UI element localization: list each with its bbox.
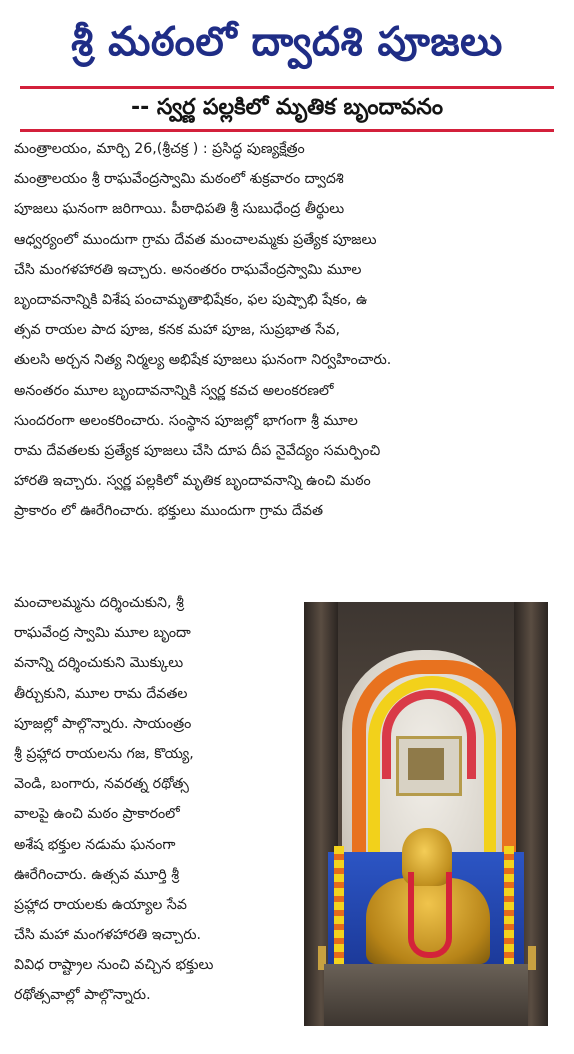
body-line: ప్రాకారం లో ఊరేగించారు. భక్తులు ముందుగా గ్రామ దేవత: [14, 503, 323, 520]
body-line: త్సవ రాయల పాద పూజ, కనక మహా పూజ, సుప్రభాత సేవ,: [14, 322, 341, 339]
body-line: మంచాలమ్మను దర్శించుకుని, శ్రీ: [14, 595, 184, 611]
body-line: పూజల్లో పాల్గొన్నారు. సాయంత్రం: [14, 715, 192, 732]
body-line: తులసి అర్చన నిత్య నిర్మల్య అభిషేక పూజలు ఘనంగా నిర్వహించారు.: [14, 352, 392, 369]
brass-lamp-right: [528, 946, 536, 970]
side-garland-right: [504, 846, 514, 966]
body-line: రథోత్సవాల్లో పాల్గొన్నారు.: [14, 987, 151, 1004]
body-line: మంత్రాలయం, మార్చి 26,(శ్రీచక్ర ) : ప్రసిద్ధ పుణ్యక్షేత్రం: [14, 141, 305, 157]
body-line: హారతి ఇచ్చారు. స్వర్ణ పల్లకిలో మృతిక బృందావనాన్ని ఉంచి మఠం: [14, 473, 371, 490]
body-line: రామ దేవతలకు ప్రత్యేక పూజలు చేసి దూప దీప నైవేద్యం సమర్పించి: [14, 442, 381, 459]
body-line: వివిధ రాష్ట్రాల నుంచి వచ్చిన భక్తులు: [14, 957, 214, 974]
body-line: చేసి మహా మంగళహారతి ఇచ్చారు.: [14, 927, 202, 944]
temple-idol-photo: [304, 602, 548, 1026]
body-line: చేసి మంగళహారతి ఇచ్చారు. అనంతరం రాఘవేంద్రస్వామి మూల: [14, 261, 362, 278]
body-line: శ్రీ ప్రహ్లాద రాయలను గజ, కొయ్య,: [14, 745, 194, 762]
body-line: ఊరేగించారు. ఉత్సవ మూర్తి శ్రీ: [14, 866, 180, 883]
body-line: అశేష భక్తుల నడుమ ఘనంగా: [14, 836, 176, 853]
body-line: బృందావనాన్నికి విశేష పంచామృతాభిషేకం, ఫల పుష్పాభి షేకం, ఉ: [14, 291, 368, 308]
article-body-side: [14, 588, 302, 1011]
subheadline: -- స్వర్ణ పల్లకిలో మృతిక బృందావనం: [130, 95, 444, 120]
body-line: రాఘవేంద్ర స్వామి మూల బృందా: [14, 625, 191, 642]
side-garland-left: [334, 846, 344, 966]
body-line: వాలపై ఉంచి మఠం ప్రాకారంలో: [14, 806, 180, 823]
body-line: మంత్రాలయం శ్రీ రాఘవేంద్రస్వామి మఠంలో శుక్రవారం ద్వాదశి: [14, 171, 344, 188]
headline: శ్రీ మఠంలో ద్వాదశి పూజలు: [71, 19, 503, 65]
body-line: ప్రహ్లాద రాయలకు ఉయ్యాల సేవ: [14, 896, 187, 913]
stone-pedestal: [324, 964, 528, 1026]
shrine-interior: [408, 748, 444, 780]
body-line: వెండి, బంగారు, నవరత్న రథోత్స: [14, 776, 189, 793]
body-line: తీర్చుకుని, మూల రామ దేవతల: [14, 685, 188, 702]
headline-rule-top: [20, 86, 554, 89]
body-line: వనాన్ని దర్శించుకుని మొక్కులు: [14, 655, 184, 672]
body-line: ఆధ్వర్యంలో ముందుగా గ్రామ దేవత మంచాలమ్మకు ప్రత్యేక పూజలు: [14, 231, 377, 248]
body-line: పూజలు ఘనంగా జరిగాయి. పీఠాధిపతి శ్రీ సుబుధేంద్ర తీర్థులు: [14, 201, 345, 218]
body-line: సుందరంగా అలంకరించారు. సంస్థాన పూజల్లో భాగంగా శ్రీ మూల: [14, 412, 358, 429]
headline-rule-bottom: [20, 129, 554, 132]
idol-red-garland: [408, 872, 452, 958]
article-body-top: [14, 134, 562, 526]
body-line: అనంతరం మూల బృందావనాన్నికి స్వర్ణ కవచ అలంకరణలో: [14, 382, 334, 399]
